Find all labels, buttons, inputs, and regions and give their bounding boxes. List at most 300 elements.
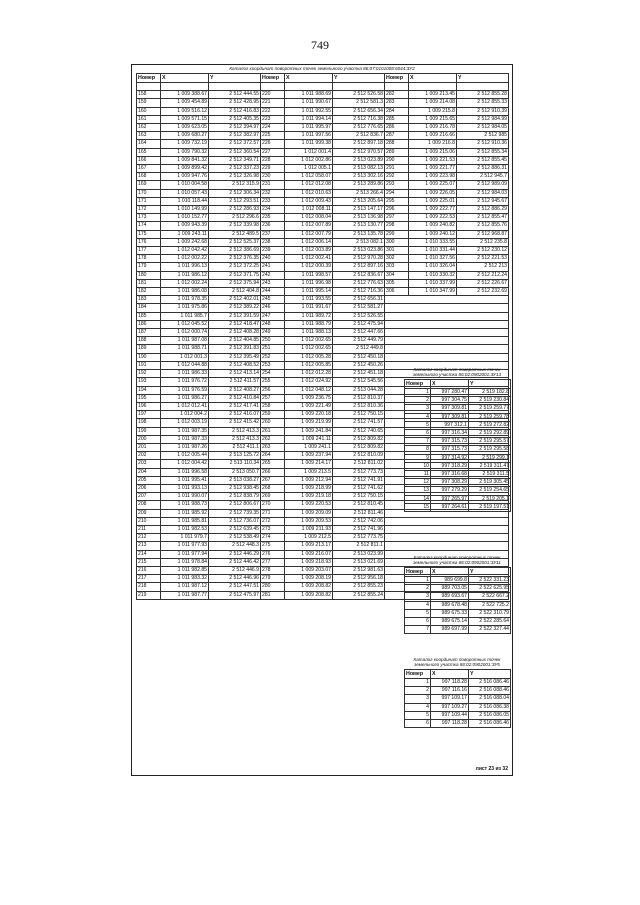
y-coordinate-cell: 2 512 306.34 <box>209 189 261 197</box>
table-row <box>137 263 509 271</box>
table-row <box>137 517 509 525</box>
point-number-cell: 245 <box>261 296 285 304</box>
y-coordinate-cell: 2 512 446.29 <box>209 550 261 558</box>
table-row <box>137 320 509 328</box>
table-row <box>405 687 511 695</box>
empty-cell <box>385 534 509 542</box>
y-coordinate-cell: 2 512 447.66 <box>333 329 385 337</box>
x-coordinate-cell: 1 010 057.43 <box>161 189 209 197</box>
point-number-cell: 173 <box>137 214 161 222</box>
y-coordinate-cell: 2 512 475.97 <box>209 591 261 599</box>
point-number-cell: 259 <box>261 411 285 419</box>
x-coordinate-cell: 1 011 977.94 <box>161 550 209 558</box>
x-coordinate-cell: 1 009 220.53 <box>285 501 333 509</box>
point-number-cell: 243 <box>261 279 285 287</box>
point-number-cell: 7 <box>405 626 431 634</box>
x-coordinate-cell: 1 009 208.82 <box>285 591 333 599</box>
side-table-zu13 <box>404 379 511 512</box>
point-number-cell: 176 <box>137 238 161 246</box>
y-coordinate-cell: 2 516 088.04 <box>469 695 511 703</box>
y-coordinate-cell: 2 512 741.91 <box>333 476 385 484</box>
table-row <box>137 197 509 205</box>
point-number-cell: 4 <box>405 413 431 421</box>
y-coordinate-cell: 2 512 418.47 <box>209 320 261 328</box>
y-coordinate-cell: 2 513 110.34 <box>209 460 261 468</box>
point-number-cell: 164 <box>137 140 161 148</box>
y-coordinate-cell: 2 512 656.34 <box>333 107 385 115</box>
point-number-cell: 288 <box>385 140 409 148</box>
x-coordinate-cell: 997 116.16 <box>431 687 469 695</box>
x-coordinate-cell: 1 011 987.08 <box>161 337 209 345</box>
x-coordinate-cell: 1 012 007.89 <box>285 222 333 230</box>
x-coordinate-cell: 1 012 024.92 <box>285 378 333 386</box>
point-number-cell: 224 <box>261 124 285 132</box>
y-coordinate-cell: 2 512 413.3 <box>209 435 261 443</box>
x-coordinate-cell: 1 011 988.69 <box>285 91 333 99</box>
point-number-cell: 201 <box>137 443 161 451</box>
point-number-cell: 266 <box>261 468 285 476</box>
table-row <box>405 593 511 601</box>
table-row <box>137 124 509 132</box>
x-coordinate-cell: 1 011 978.84 <box>161 558 209 566</box>
y-coordinate-cell: 2 512 970.57 <box>333 148 385 156</box>
spacer-cell <box>161 83 209 91</box>
point-number-cell: 248 <box>261 320 285 328</box>
y-coordinate-cell: 2 512 810.37 <box>333 394 385 402</box>
point-number-cell: 186 <box>137 320 161 328</box>
x-coordinate-cell: 1 009 213.17 <box>285 542 333 550</box>
x-coordinate-cell: 1 011 987.12 <box>161 583 209 591</box>
x-coordinate-cell: 1 009 454.89 <box>161 99 209 107</box>
x-coordinate-cell: 1 009 226.05 <box>409 189 457 197</box>
y-coordinate-cell: 2 512 838.79 <box>209 493 261 501</box>
x-coordinate-cell: 989 675.33 <box>431 609 469 617</box>
table-row <box>137 206 509 214</box>
x-coordinate-cell: 989 699.8 <box>431 577 469 585</box>
point-number-cell: 296 <box>385 206 409 214</box>
x-coordinate-cell: 1 009 237.94 <box>285 452 333 460</box>
side-table-caption-3 <box>404 657 510 667</box>
table-row <box>405 438 511 446</box>
point-number-cell: 220 <box>261 91 285 99</box>
y-coordinate-cell: 2 513 023.89 <box>333 156 385 164</box>
y-coordinate-cell: 2 519 254.65 <box>469 487 511 495</box>
table-row <box>137 296 509 304</box>
y-coordinate-cell: 2 516 086.38 <box>469 703 511 711</box>
caption-line: земельного участка 86:02:0902001:ЗУ11 <box>413 560 501 565</box>
x-coordinate-cell: 1 009 241.84 <box>285 427 333 435</box>
table-row <box>137 329 509 337</box>
y-coordinate-cell: 2 519 205.1 <box>469 495 511 503</box>
x-coordinate-cell: 1 009 209.09 <box>285 509 333 517</box>
x-coordinate-cell: 1 011 996.98 <box>285 279 333 287</box>
y-coordinate-cell: 2 522 285.64 <box>469 618 511 626</box>
table-row <box>405 585 511 593</box>
table-header-row <box>137 74 509 83</box>
y-coordinate-cell: 2 512 417.41 <box>209 402 261 410</box>
point-number-cell: 299 <box>385 230 409 238</box>
point-number-cell: 253 <box>261 361 285 369</box>
y-coordinate-cell: 2 512 382.97 <box>209 132 261 140</box>
x-coordinate-cell: 1 009 243.11 <box>161 230 209 238</box>
point-number-cell: 260 <box>261 419 285 427</box>
x-coordinate-cell: 1 012 006.14 <box>285 238 333 246</box>
point-number-cell: 225 <box>261 132 285 140</box>
x-coordinate-cell: 1 011 988.79 <box>285 320 333 328</box>
empty-cell <box>385 296 509 304</box>
point-number-cell: 268 <box>261 484 285 492</box>
empty-cell <box>385 345 509 353</box>
y-coordinate-cell: 2 519 305.45 <box>469 479 511 487</box>
table-row <box>405 503 511 511</box>
x-coordinate-cell: 1 012 003.89 <box>285 247 333 255</box>
y-coordinate-cell: 2 512 315.9 <box>209 181 261 189</box>
empty-cell <box>385 525 509 533</box>
y-coordinate-cell: 2 512 448.3 <box>209 542 261 550</box>
table-row <box>137 99 509 107</box>
x-coordinate-cell: 1 009 218.99 <box>285 484 333 492</box>
column-header: X <box>431 380 469 389</box>
y-coordinate-cell: 2 512 811.46 <box>333 509 385 517</box>
point-number-cell: 285 <box>385 115 409 123</box>
y-coordinate-cell: 2 512 716.36 <box>333 288 385 296</box>
x-coordinate-cell: 997 318.29 <box>431 462 469 470</box>
point-number-cell: 284 <box>385 107 409 115</box>
x-coordinate-cell: 1 009 222.77 <box>409 206 457 214</box>
y-coordinate-cell: 2 512 806.67 <box>209 501 261 509</box>
point-number-cell: 295 <box>385 197 409 205</box>
point-number-cell: 2 <box>405 585 431 593</box>
table-header-row <box>405 568 511 577</box>
point-number-cell: 163 <box>137 132 161 140</box>
point-number-cell: 270 <box>261 501 285 509</box>
table-row <box>137 156 509 164</box>
y-coordinate-cell: 2 519 272.82 <box>469 421 511 429</box>
table-row <box>137 181 509 189</box>
x-coordinate-cell: 1 011 986.08 <box>161 288 209 296</box>
point-number-cell: 212 <box>137 534 161 542</box>
y-coordinate-cell: 2 512 371.75 <box>209 271 261 279</box>
x-coordinate-cell: 1 011 978.35 <box>161 296 209 304</box>
y-coordinate-cell: 2 522 625.95 <box>469 585 511 593</box>
table-row <box>405 577 511 585</box>
y-coordinate-cell: 2 516 088.46 <box>469 687 511 695</box>
x-coordinate-cell: 989 678.48 <box>431 601 469 609</box>
point-number-cell: 15 <box>405 503 431 511</box>
point-number-cell: 6 <box>405 430 431 438</box>
coordinate-sheet <box>131 64 513 776</box>
point-number-cell: 158 <box>137 91 161 99</box>
table-row <box>137 288 509 296</box>
point-number-cell: 233 <box>261 197 285 205</box>
y-coordinate-cell: 2 513 082.13 <box>333 165 385 173</box>
point-number-cell: 170 <box>137 189 161 197</box>
x-coordinate-cell: 1 012 005.28 <box>285 353 333 361</box>
y-coordinate-cell: 2 512 450.18 <box>333 353 385 361</box>
point-number-cell: 179 <box>137 263 161 271</box>
y-coordinate-cell: 2 513 038.27 <box>209 476 261 484</box>
x-coordinate-cell: 997 309.81 <box>431 413 469 421</box>
x-coordinate-cell: 1 011 976.59 <box>161 386 209 394</box>
x-coordinate-cell: 1 009 216.8 <box>409 140 457 148</box>
x-coordinate-cell: 1 009 215.06 <box>409 148 457 156</box>
y-coordinate-cell: 2 512 581.3 <box>333 99 385 107</box>
y-coordinate-cell: 2 512 372.25 <box>209 263 261 271</box>
y-coordinate-cell: 2 512 375.94 <box>209 279 261 287</box>
y-coordinate-cell: 2 512 394.97 <box>209 124 261 132</box>
table-row <box>137 312 509 320</box>
table-row <box>137 255 509 263</box>
x-coordinate-cell: 1 010 331.44 <box>409 247 457 255</box>
y-coordinate-cell: 2 513 044.28 <box>333 386 385 394</box>
x-coordinate-cell: 1 011 998.57 <box>285 271 333 279</box>
x-coordinate-cell: 1 009 225.07 <box>409 181 457 189</box>
point-number-cell: 219 <box>137 591 161 599</box>
point-number-cell: 261 <box>261 427 285 435</box>
x-coordinate-cell: 997 314.92 <box>431 454 469 462</box>
point-number-cell: 228 <box>261 156 285 164</box>
x-coordinate-cell: 1 009 216.07 <box>285 550 333 558</box>
table-row <box>405 695 511 703</box>
x-coordinate-cell: 1 010 327.56 <box>409 255 457 263</box>
x-coordinate-cell: 1 009 516.12 <box>161 107 209 115</box>
point-number-cell: 297 <box>385 214 409 222</box>
y-coordinate-cell: 2 512 750.15 <box>333 411 385 419</box>
y-coordinate-cell: 2 512 230.12 <box>457 247 509 255</box>
point-number-cell: 159 <box>137 99 161 107</box>
empty-cell <box>385 329 509 337</box>
point-number-cell: 196 <box>137 402 161 410</box>
point-number-cell: 293 <box>385 181 409 189</box>
point-number-cell: 215 <box>137 558 161 566</box>
y-coordinate-cell: 2 512 360.54 <box>209 148 261 156</box>
point-number-cell: 214 <box>137 550 161 558</box>
point-number-cell: 169 <box>137 181 161 189</box>
x-coordinate-cell: 1 009 240.12 <box>409 230 457 238</box>
x-coordinate-cell: 1 012 012.08 <box>285 181 333 189</box>
y-coordinate-cell: 2 512 855.76 <box>457 222 509 230</box>
x-coordinate-cell: 1 011 982.85 <box>161 566 209 574</box>
point-number-cell: 255 <box>261 378 285 386</box>
y-coordinate-cell: 2 522 725.2 <box>469 601 511 609</box>
caption-line: Каталог координат поворотных точек <box>413 367 501 372</box>
x-coordinate-cell: 1 012 004.2 <box>161 411 209 419</box>
x-coordinate-cell: 1 011 991.67 <box>285 304 333 312</box>
y-coordinate-cell: 2 512 446.96 <box>209 575 261 583</box>
point-number-cell: 191 <box>137 361 161 369</box>
y-coordinate-cell: 2 513 125.72 <box>209 452 261 460</box>
table-row <box>137 140 509 148</box>
y-coordinate-cell: 2 512 741.57 <box>333 419 385 427</box>
point-number-cell: 6 <box>405 720 431 728</box>
x-coordinate-cell: 1 011 993.13 <box>161 484 209 492</box>
y-coordinate-cell: 2 512 446.9 <box>209 566 261 574</box>
sheet-footer: лист 23 из 32 <box>475 766 508 772</box>
point-number-cell: 213 <box>137 542 161 550</box>
x-coordinate-cell: 997 316.68 <box>431 471 469 479</box>
x-coordinate-cell: 997 308.29 <box>431 479 469 487</box>
point-number-cell: 165 <box>137 148 161 156</box>
column-header: Y <box>209 74 261 83</box>
x-coordinate-cell: 1 011 996.13 <box>161 263 209 271</box>
x-coordinate-cell: 1 012 008.11 <box>285 206 333 214</box>
y-coordinate-cell: 2 512 411.57 <box>209 378 261 386</box>
point-number-cell: 2 <box>405 687 431 695</box>
empty-cell <box>385 304 509 312</box>
point-number-cell: 209 <box>137 509 161 517</box>
y-coordinate-cell: 2 512 750.15 <box>333 493 385 501</box>
x-coordinate-cell: 1 012 005.85 <box>285 361 333 369</box>
table-row <box>405 421 511 429</box>
y-coordinate-cell: 2 512 809.82 <box>333 443 385 451</box>
y-coordinate-cell: 2 513 205.64 <box>333 197 385 205</box>
x-coordinate-cell: 1 012 001.3 <box>161 353 209 361</box>
x-coordinate-cell: 1 011 987.26 <box>161 443 209 451</box>
x-coordinate-cell: 989 697.99 <box>431 626 469 634</box>
point-number-cell: 291 <box>385 165 409 173</box>
x-coordinate-cell: 1 009 212.5 <box>285 534 333 542</box>
point-number-cell: 4 <box>405 601 431 609</box>
point-number-cell: 7 <box>405 438 431 446</box>
point-number-cell: 280 <box>261 583 285 591</box>
point-number-cell: 184 <box>137 304 161 312</box>
table-row <box>405 601 511 609</box>
x-coordinate-cell: 989 703.05 <box>431 585 469 593</box>
table-header-row <box>405 380 511 389</box>
table-row <box>405 430 511 438</box>
point-number-cell: 227 <box>261 148 285 156</box>
x-coordinate-cell: 1 009 225.01 <box>409 197 457 205</box>
x-coordinate-cell: 1 009 571.15 <box>161 115 209 123</box>
x-coordinate-cell: 1 010 347.99 <box>409 288 457 296</box>
y-coordinate-cell: 2 512 339.98 <box>209 222 261 230</box>
spacer-cell <box>457 83 509 91</box>
x-coordinate-cell: 997 118.28 <box>431 720 469 728</box>
table-row <box>137 525 509 533</box>
column-header: X <box>161 74 209 83</box>
point-number-cell: 180 <box>137 271 161 279</box>
x-coordinate-cell: 1 012 005.44 <box>161 452 209 460</box>
x-coordinate-cell: 997 280.47 <box>431 389 469 397</box>
x-coordinate-cell: 1 009 208.82 <box>285 583 333 591</box>
x-coordinate-cell: 1 011 979.7 <box>161 534 209 542</box>
y-coordinate-cell: 2 512 416.83 <box>209 107 261 115</box>
table-row <box>137 222 509 230</box>
table-row <box>405 618 511 626</box>
spacer-cell <box>137 83 161 91</box>
y-coordinate-cell: 2 519 259.78 <box>469 413 511 421</box>
point-number-cell: 174 <box>137 222 161 230</box>
x-coordinate-cell: 1 009 841.32 <box>161 156 209 164</box>
column-header: X <box>285 74 333 83</box>
x-coordinate-cell: 1 012 003.19 <box>161 419 209 427</box>
x-coordinate-cell: 1 010 333.55 <box>409 238 457 246</box>
y-coordinate-cell: 2 512 836.7 <box>333 132 385 140</box>
x-coordinate-cell: 997 118.28 <box>431 679 469 687</box>
point-number-cell: 195 <box>137 394 161 402</box>
point-number-cell: 203 <box>137 460 161 468</box>
table-row <box>405 711 511 719</box>
y-coordinate-cell: 2 512 956.18 <box>333 575 385 583</box>
y-coordinate-cell: 2 519 197.51 <box>469 503 511 511</box>
x-coordinate-cell: 997 312.1 <box>431 421 469 429</box>
table-row <box>405 454 511 462</box>
point-number-cell: 249 <box>261 329 285 337</box>
table-row <box>405 405 511 413</box>
column-header: Y <box>469 670 511 679</box>
y-coordinate-cell: 2 512 836.67 <box>333 271 385 279</box>
point-number-cell: 199 <box>137 427 161 435</box>
point-number-cell: 175 <box>137 230 161 238</box>
table-row <box>405 413 511 421</box>
y-coordinate-cell: 2 512 326.98 <box>209 173 261 181</box>
point-number-cell: 178 <box>137 255 161 263</box>
point-number-cell: 218 <box>137 583 161 591</box>
y-coordinate-cell: 2 519 230.84 <box>469 397 511 405</box>
point-number-cell: 265 <box>261 460 285 468</box>
table-row <box>137 304 509 312</box>
y-coordinate-cell: 2 512 855.23 <box>333 583 385 591</box>
y-coordinate-cell: 2 512 741.96 <box>333 525 385 533</box>
y-coordinate-cell: 2 512 413.3 <box>209 427 261 435</box>
point-number-cell: 183 <box>137 296 161 304</box>
x-coordinate-cell: 1 012 048.12 <box>285 386 333 394</box>
y-coordinate-cell: 2 519 292.89 <box>469 430 511 438</box>
y-coordinate-cell: 2 512 428.95 <box>209 99 261 107</box>
x-coordinate-cell: 1 012 012.28 <box>285 370 333 378</box>
empty-cell <box>385 353 509 361</box>
y-coordinate-cell: 2 512 337.23 <box>209 165 261 173</box>
point-number-cell: 277 <box>261 558 285 566</box>
point-number-cell: 229 <box>261 165 285 173</box>
y-coordinate-cell: 2 512 408.52 <box>209 361 261 369</box>
caption-line: Каталог координат поворотных точек <box>413 657 501 662</box>
y-coordinate-cell: 2 512 855.24 <box>333 591 385 599</box>
point-number-cell: 290 <box>385 156 409 164</box>
point-number-cell: 289 <box>385 148 409 156</box>
y-coordinate-cell: 2 512 886.31 <box>457 165 509 173</box>
point-number-cell: 276 <box>261 550 285 558</box>
x-coordinate-cell: 1 009 213.5 <box>285 468 333 476</box>
x-coordinate-cell: 989 675.14 <box>431 618 469 626</box>
table-row <box>405 471 511 479</box>
table-row <box>137 115 509 123</box>
x-coordinate-cell: 1 010 152.77 <box>161 214 209 222</box>
x-coordinate-cell: 1 012 000.39 <box>285 263 333 271</box>
point-number-cell: 3 <box>405 695 431 703</box>
y-coordinate-cell: 2 512 776.65 <box>333 124 385 132</box>
x-coordinate-cell: 1 009 240.82 <box>409 222 457 230</box>
y-coordinate-cell: 2 512 450.26 <box>333 361 385 369</box>
y-coordinate-cell: 2 512 981.63 <box>333 566 385 574</box>
table-row <box>137 345 509 353</box>
x-coordinate-cell: 997 309.81 <box>431 405 469 413</box>
x-coordinate-cell: 1 011 988.73 <box>161 501 209 509</box>
point-number-cell: 267 <box>261 476 285 484</box>
x-coordinate-cell: 1 011 988.13 <box>285 329 333 337</box>
y-coordinate-cell: 2 512 416.07 <box>209 411 261 419</box>
y-coordinate-cell: 2 512 656.31 <box>333 296 385 304</box>
x-coordinate-cell: 1 009 241.1 <box>285 443 333 451</box>
point-number-cell: 189 <box>137 345 161 353</box>
x-coordinate-cell: 1 011 985.81 <box>161 517 209 525</box>
table-row <box>137 173 509 181</box>
point-number-cell: 185 <box>137 312 161 320</box>
y-coordinate-cell: 2 512 389.22 <box>209 304 261 312</box>
point-number-cell: 204 <box>137 468 161 476</box>
y-coordinate-cell: 2 522 310.79 <box>469 609 511 617</box>
point-number-cell: 200 <box>137 435 161 443</box>
